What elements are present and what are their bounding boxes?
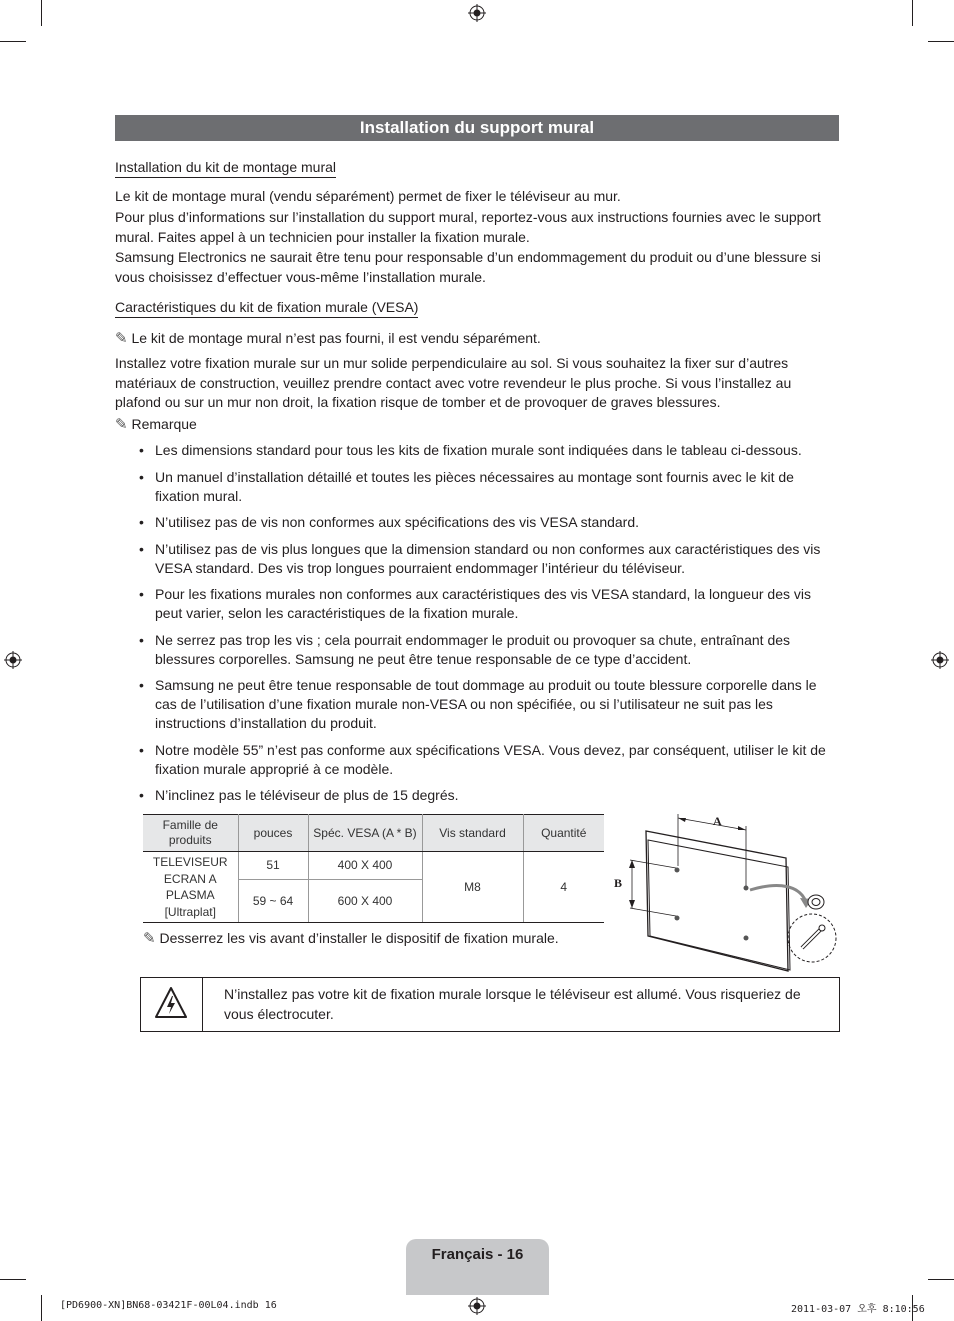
subheading-vesa-specs: Caractéristiques du kit de fixation murale (VESA)	[115, 299, 418, 318]
table-cell-screw: M8	[422, 852, 523, 923]
list-item-text: Notre modèle 55” n’est pas conforme aux spécifications VESA. Vous devez, par conséquent, utiliser le kit de fixation murale approprié à ce modèle.	[155, 741, 826, 777]
note-text: Desserrez les vis avant d’installer le dispositif de fixation murale.	[159, 930, 559, 946]
column-header: Famille de produits	[143, 815, 238, 852]
list-item	[115, 631, 841, 669]
note-loosen-screws	[143, 929, 559, 949]
list-item-text: N’utilisez pas de vis non conformes aux spécifications des vis VESA standard.	[155, 514, 640, 530]
crop-mark	[41, 1295, 42, 1321]
page-number-tab: Français - 16	[406, 1239, 549, 1295]
list-item-text: Ne serrez pas trop les vis ; cela pourrait endommager le produit ou provoquer sa chute, entraînant des blessures corporelles. Samsung ne peut être tenue responsable de ce type d’accident.	[155, 631, 791, 667]
table-cell-quantity: 4	[523, 852, 604, 923]
warning-divider	[202, 977, 203, 1032]
table-cell-vesa: 600 X 400	[308, 880, 422, 923]
warning-text: N’installez pas votre kit de fixation murale lorsque le téléviseur est allumé. Vous risqueriez de vous électrocuter.	[224, 986, 801, 1022]
list-item	[115, 741, 841, 779]
diagram-label-b: B	[614, 876, 623, 890]
list-item	[115, 786, 841, 805]
intro-paragraph: Le kit de montage mural (vendu séparément) permet de fixer le téléviseur au mur.	[115, 188, 621, 204]
note-kit-not-supplied	[115, 329, 541, 349]
note-text: Remarque	[131, 416, 197, 432]
print-timestamp: 2011-03-07 오후 8:10:56	[791, 1304, 925, 1315]
table-cell-inches: 51	[238, 852, 308, 880]
column-header: Spéc. VESA (A * B)	[308, 815, 422, 852]
list-item	[115, 513, 841, 532]
list-item-text: Samsung ne peut être tenue responsable de tout dommage au produit ou toute blessure corporelle dans le cas de l’utilisation d’une fixation murale non-VESA ou non spécifiée, ou si l’utilisateur ne suit pas les instructions d’installation du produit.	[155, 677, 817, 731]
table-row	[143, 852, 604, 880]
crop-mark	[928, 41, 954, 42]
bullet-icon: •	[139, 468, 144, 485]
column-header: pouces	[238, 815, 308, 852]
vesa-spec-table	[143, 814, 604, 923]
remark-bullet-list	[115, 441, 841, 813]
bullet-icon: •	[139, 442, 144, 458]
list-item	[115, 585, 841, 623]
section-title: Installation du support mural	[115, 115, 839, 141]
list-item-text: Un manuel d’installation détaillé et toutes les pièces nécessaires au montage sont fournis avec le kit de fixation mural.	[155, 468, 794, 504]
crop-mark	[0, 41, 26, 42]
table-header-row	[143, 815, 604, 852]
column-header: Quantité	[523, 815, 604, 852]
crop-mark	[0, 1279, 26, 1280]
bullet-icon: •	[139, 741, 144, 758]
table-cell-vesa: 400 X 400	[308, 852, 422, 880]
pencil-note-icon: ✎	[115, 329, 128, 347]
intro-paragraph: Pour plus d’informations sur l’installation du support mural, reportez-vous aux instructions fournies avec le support mural. Faites appel à un technicien pour installer la fixation murale.	[115, 209, 821, 245]
list-item	[115, 540, 841, 578]
crop-mark	[912, 0, 913, 26]
registration-mark-icon	[931, 651, 949, 669]
print-file-name: [PD6900-XN]BN68-03421F-00L04.indb 16	[60, 1300, 277, 1311]
list-item-text: N’inclinez pas le téléviseur de plus de 15 degrés.	[155, 787, 459, 803]
pencil-note-icon: ✎	[143, 929, 156, 947]
bullet-icon: •	[139, 586, 144, 602]
table-cell-family: TELEVISEUR ECRAN A PLASMA [Ultraplat]	[143, 852, 238, 923]
bullet-icon: •	[139, 631, 144, 648]
note-text: Le kit de montage mural n’est pas fourni, il est vendu séparément.	[131, 330, 541, 346]
list-item-text: N’utilisez pas de vis plus longues que la dimension standard ou non conformes aux caractéristiques des vis VESA standard. Des vis trop longues pourraient endommager l’intérieur du téléviseur.	[155, 540, 821, 576]
electric-shock-warning-icon	[154, 986, 188, 1020]
list-item	[115, 676, 841, 733]
list-item	[115, 441, 841, 460]
diagram-label-a: A	[713, 814, 722, 828]
table-cell-inches: 59 ~ 64	[238, 880, 308, 923]
bullet-icon: •	[139, 514, 144, 530]
list-item	[115, 468, 841, 506]
pencil-note-icon: ✎	[115, 415, 128, 433]
registration-mark-icon	[468, 4, 486, 22]
list-item-text: Les dimensions standard pour tous les kits de fixation murale sont indiquées dans le tableau ci-dessous.	[155, 442, 802, 458]
list-item-text: Pour les fixations murales non conformes aux caractéristiques des vis VESA standard, la longueur des vis peut varier, selon les caractéristiques de la fixation murale.	[155, 586, 811, 621]
intro-paragraph: Samsung Electronics ne saurait être tenu pour responsable d’un endommagement du produit ou d’une blessure si vous choisissez d’effectuer vous-même l’installation murale.	[115, 249, 821, 285]
bullet-icon: •	[139, 787, 144, 803]
crop-mark	[928, 1279, 954, 1280]
bullet-icon: •	[139, 540, 144, 557]
column-header: Vis standard	[422, 815, 523, 852]
installation-paragraph: Installez votre fixation murale sur un mur solide perpendiculaire au sol. Si vous souhaitez la fixer sur d’autres matériaux de construction, veuillez prendre contact avec votre revendeur le plus proche. Si vous l’installez au plafond ou sur un mur non droit, la fixation risque de tomber et de provoquer de graves blessures.	[115, 355, 792, 410]
crop-mark	[41, 0, 42, 26]
note-remark	[115, 415, 197, 435]
tv-wall-mount-diagram	[610, 806, 842, 976]
registration-mark-icon	[4, 651, 22, 669]
registration-mark-icon	[468, 1297, 486, 1315]
bullet-icon: •	[139, 677, 144, 693]
subheading-wall-mount-kit: Installation du kit de montage mural	[115, 159, 336, 178]
